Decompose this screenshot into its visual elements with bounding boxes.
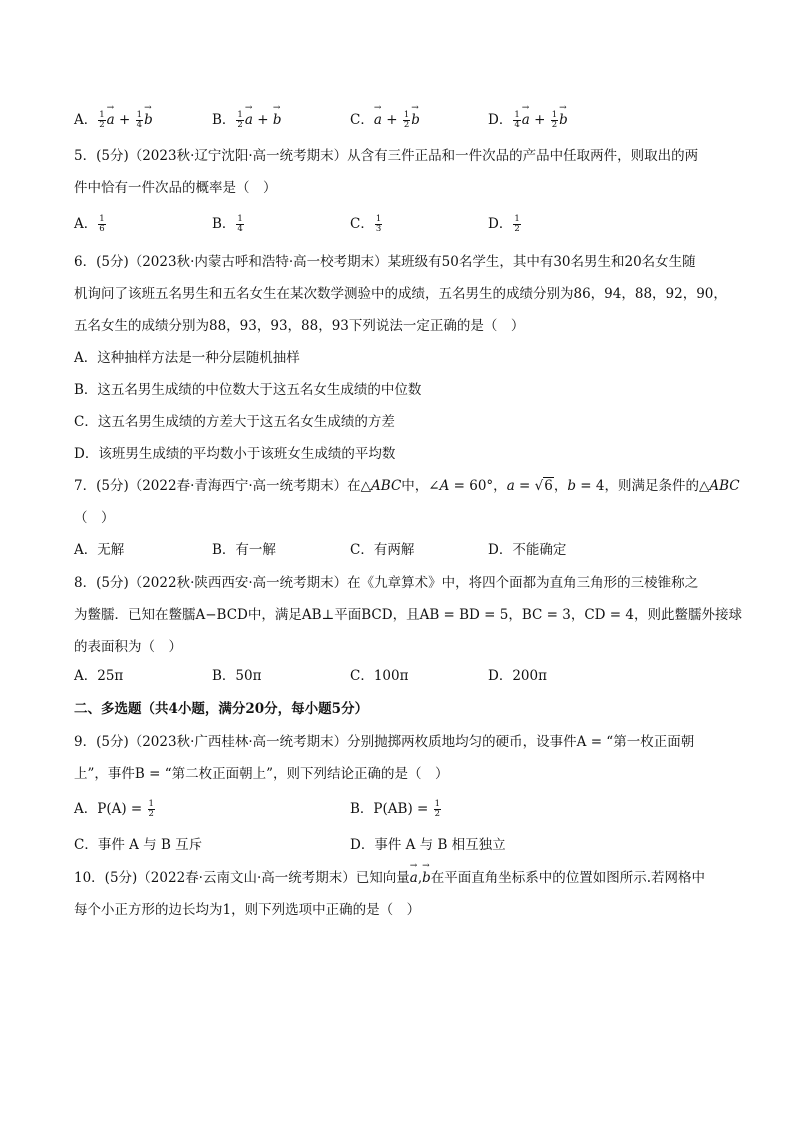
q8-options [74, 664, 734, 684]
q6-stem-line1: 6．(5分)（2023秋·内蒙古呼和浩特·高一校考期末）某班级有50名学生，其中有30名男生和20名女生随 [74, 254, 696, 270]
q8-option-a: A．25π [74, 668, 124, 684]
q6-option-c: C．这五名男生成绩的方差大于这五名女生成绩的方差 [74, 414, 395, 430]
q9-stem-line1: 9．(5分)（2023秋·广西桂林·高一统考期末）分别抛掷两枚质地均匀的硬币，设事件A = “第一枚正面朝 [74, 734, 695, 750]
q8-stem-line1: 8．(5分)（2022秋·陕西西安·高一统考期末）在《九章算术》中，将四个面都为直角三角形的三棱锥称之 [74, 575, 699, 591]
q5-stem-line1: 5．(5分)（2023秋·辽宁沈阳·高一统考期末）从含有三件正品和一件次品的产品中任取两件，则取出的两 [74, 148, 699, 164]
q5-option-d: D． $\frac{1}{2}$ [488, 214, 520, 234]
q7-stem-line2: （ ） [74, 510, 115, 526]
q10-stem-line2: 每个小正方形的边长均为1，则下列选项中正确的是（ ） [74, 902, 421, 918]
q8-option-d: D．200π [488, 668, 547, 684]
q4-option-c: C．a → + $\frac{1}{2}$ b → [350, 108, 420, 130]
q8-stem-line3: 的表面积为（ ） [74, 639, 182, 655]
q6-stem-line3: 五名女生的成绩分别为88，93，93，88，93下列说法一定正确的是（ ） [74, 318, 525, 334]
q7-option-b: B．有一解 [212, 542, 276, 558]
q9-options-row1 [74, 797, 734, 817]
q6-stem-line2: 机询问了该班五名男生和五名女生在某次数学测验中的成绩，五名男生的成绩分别为86，94，88，92，90， [74, 286, 727, 302]
q4-option-b: B． $\frac{1}{2}$ a → + b → [212, 108, 281, 130]
q4-option-a: A． $\frac{1}{2}$ a → + $\frac{1}{4}$ b → [74, 108, 153, 130]
q4-options [74, 108, 734, 128]
q5-stem-line2: 件中恰有一件次品的概率是（ ） [74, 180, 277, 196]
q5-option-a: A． $\frac{1}{6}$ [74, 214, 105, 234]
q7-stem-line1: 7．(5分)（2022春·青海西宁·高一统考期末）在△ABC中，∠A = 60°，a = √6，b = 4，则满足条件的△ABC [74, 478, 740, 494]
q6-option-b: B．这五名男生成绩的中位数大于这五名女生成绩的中位数 [74, 382, 422, 398]
q9-option-c: C．事件 A 与 B 互斥 [74, 837, 203, 853]
q9-options-row2 [74, 833, 734, 853]
q10-stem-line1: 10．(5分)（2022春·云南文山·高一统考期末）已知向量a →,b →在平面直角坐标系中的位置如图所示.若网格中 [74, 866, 705, 886]
section-heading-multiple-choice: 二、多选题（共4小题，满分20分，每小题5分） [74, 701, 369, 717]
q9-option-b: B．P(AB) = $\frac{1}{2}$ [350, 799, 441, 819]
q7-option-d: D．不能确定 [488, 542, 567, 558]
q5-options [74, 212, 734, 232]
q4-option-d: D． $\frac{1}{4}$ a → + $\frac{1}{2}$ b → [488, 108, 568, 130]
q5-option-b: B． $\frac{1}{4}$ [212, 214, 243, 234]
q6-option-a: A．这种抽样方法是一种分层随机抽样 [74, 350, 300, 366]
q8-option-c: C．100π [350, 668, 409, 684]
q9-option-a: A．P(A) = $\frac{1}{2}$ [74, 799, 154, 819]
q8-option-b: B．50π [212, 668, 262, 684]
q9-option-d: D．事件 A 与 B 相互独立 [350, 837, 506, 853]
q7-option-c: C．有两解 [350, 542, 415, 558]
q9-stem-line2: 上”，事件B = “第二枚正面朝上”，则下列结论正确的是（ ） [74, 766, 449, 782]
q7-options [74, 538, 734, 558]
q7-option-a: A．无解 [74, 542, 125, 558]
q6-option-d: D．该班男生成绩的平均数小于该班女生成绩的平均数 [74, 446, 396, 462]
q8-stem-line2: 为鳖臑．已知在鳖臑A−BCD中，满足AB⊥平面BCD，且AB = BD = 5，BC = 3，CD = 4，则此鳖臑外接球 [74, 607, 742, 623]
q5-option-c: C． $\frac{1}{3}$ [350, 214, 382, 234]
